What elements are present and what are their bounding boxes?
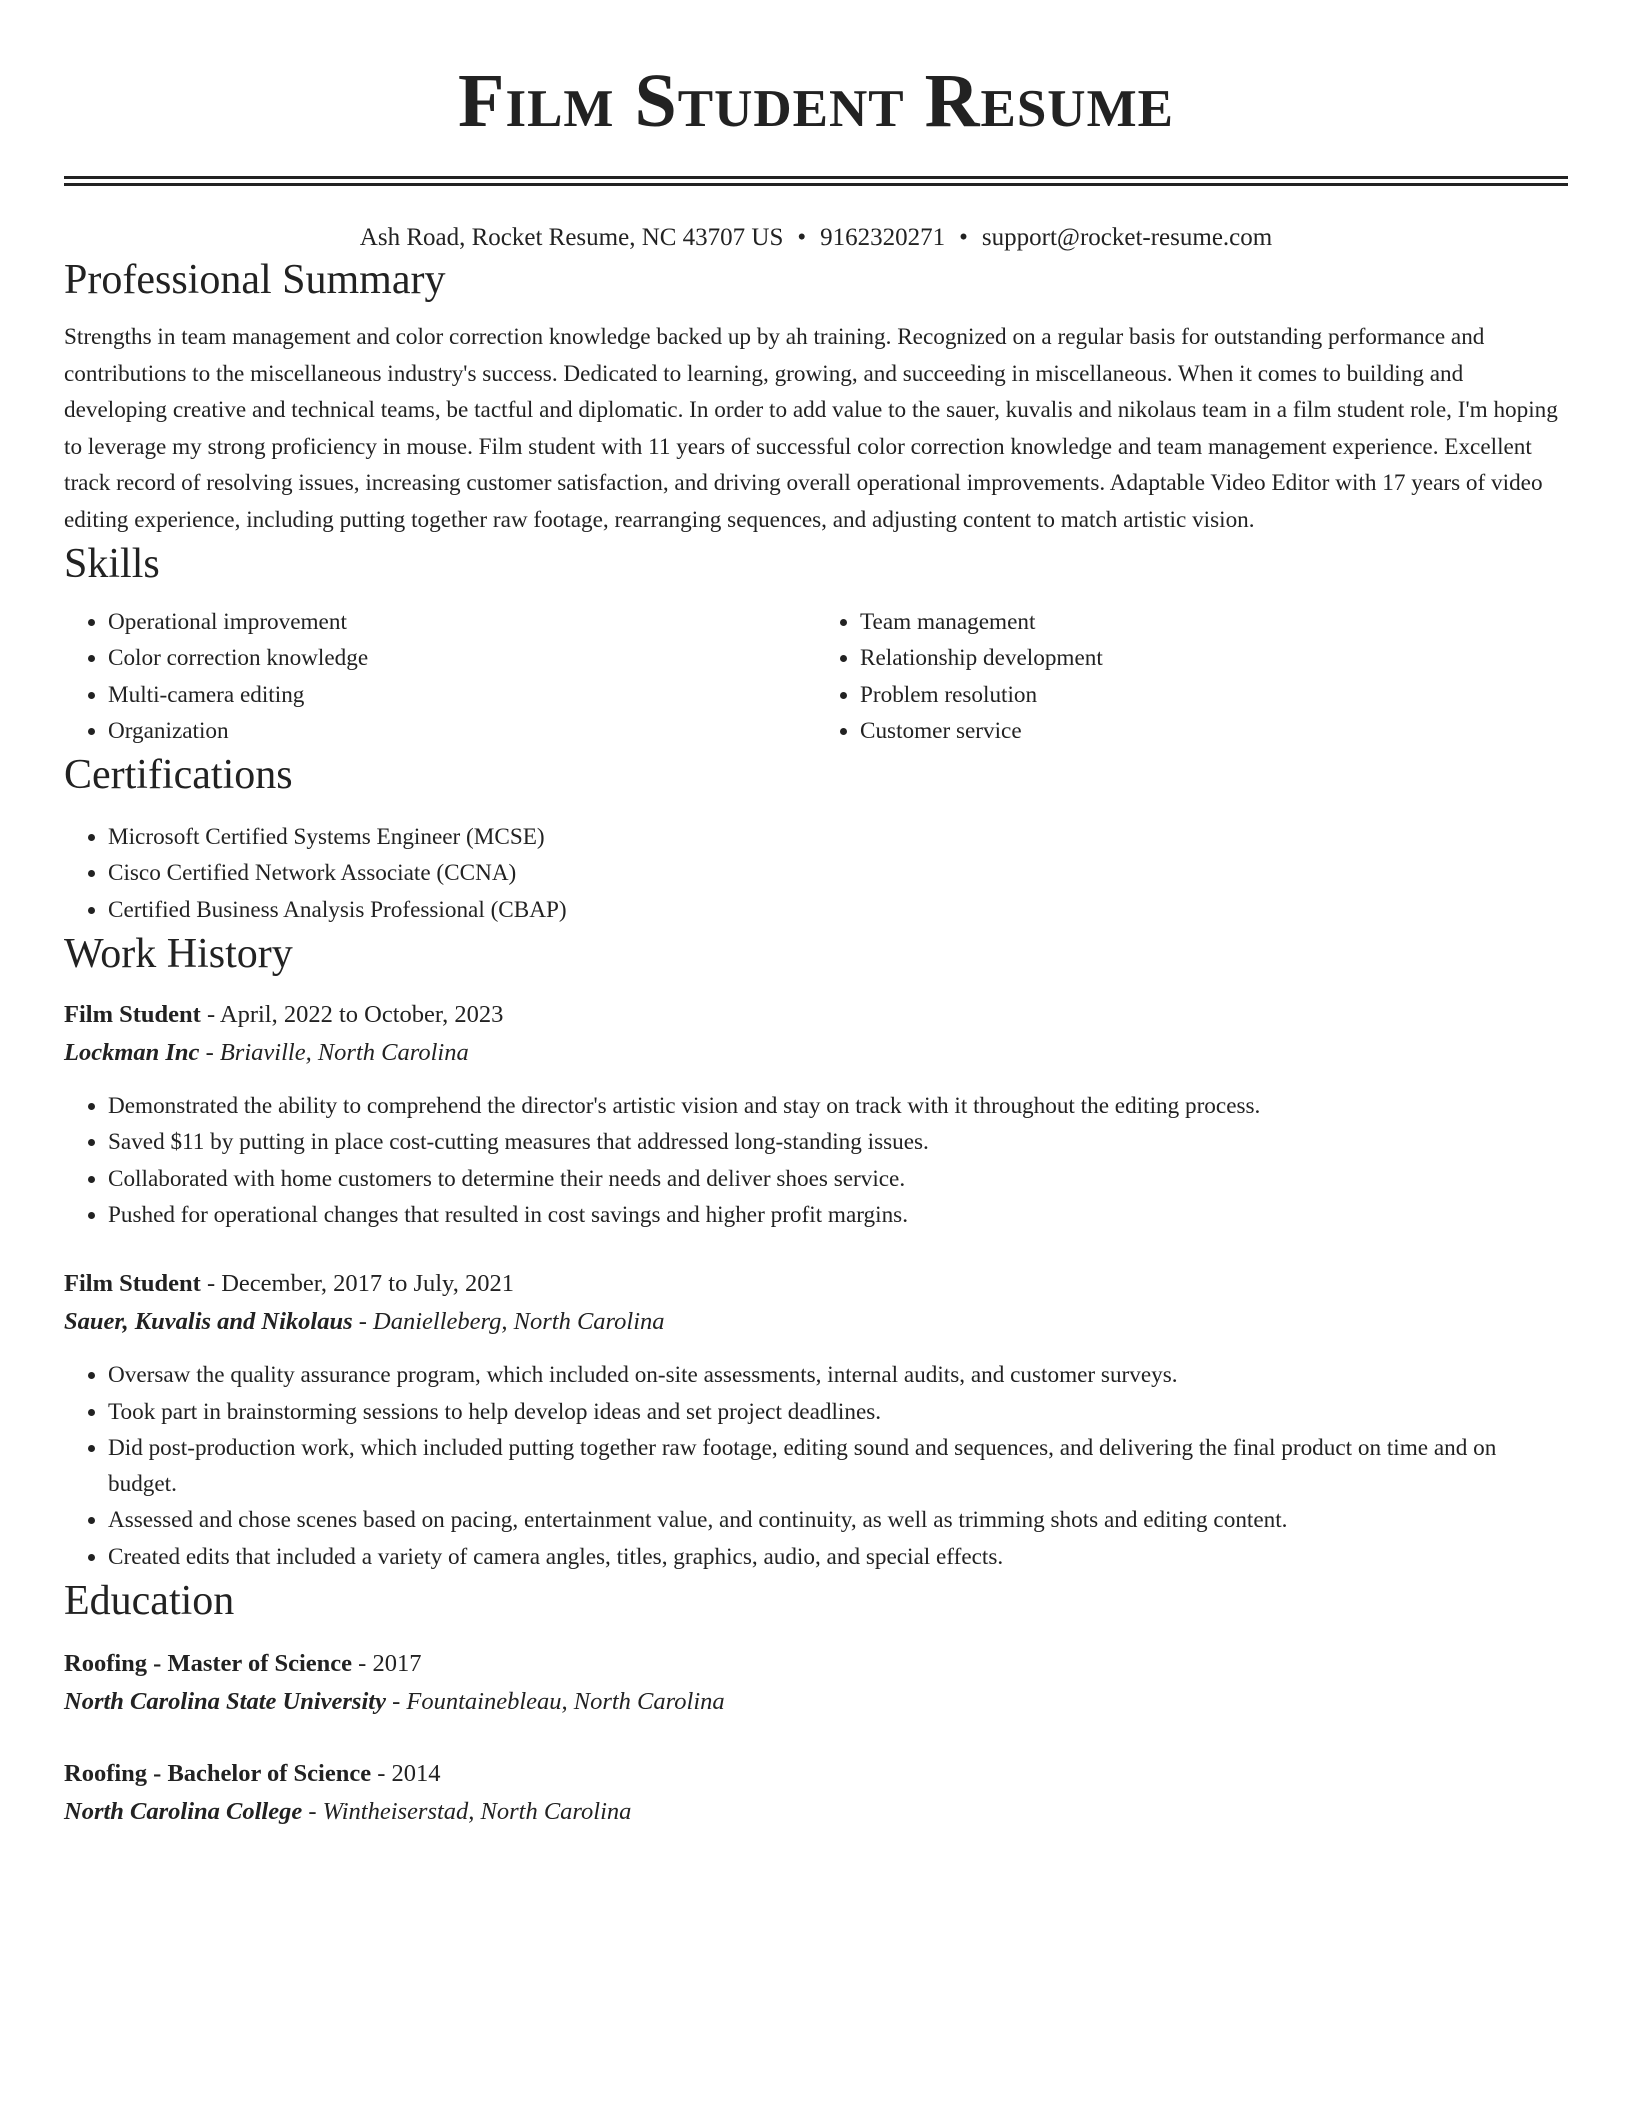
job-company: Lockman Inc bbox=[64, 1039, 200, 1067]
job-company: Sauer, Kuvalis and Nikolaus bbox=[64, 1308, 353, 1336]
education-section bbox=[64, 1575, 1568, 1831]
skills-list-left bbox=[64, 604, 816, 749]
job-duty-item: • Oversaw the quality assurance program, which included on-site assessments, internal audits, and customer surveys. bbox=[108, 1357, 1568, 1393]
certification-item: • Certified Business Analysis Professional (CBAP) bbox=[108, 892, 1568, 928]
skills-heading: Skills bbox=[64, 541, 160, 587]
education-location: - Wintheiserstad, North Carolina bbox=[302, 1798, 632, 1826]
skills-section bbox=[64, 538, 1568, 749]
contact-address: Ash Road, Rocket Resume, NC 43707 US bbox=[359, 224, 784, 251]
education-heading: Education bbox=[64, 1578, 235, 1625]
job-duty-item: • Created edits that included a variety of camera angles, titles, graphics, audio, and special effects. bbox=[108, 1539, 1568, 1575]
education-entry bbox=[64, 1645, 1568, 1721]
job-dates: - April, 2022 to October, 2023 bbox=[200, 1001, 504, 1029]
certification-item: • Cisco Certified Network Associate (CCNA) bbox=[108, 855, 1568, 891]
certification-item: • Microsoft Certified Systems Engineer (MCSE) bbox=[108, 819, 1568, 855]
education-year: - 2014 bbox=[371, 1760, 441, 1788]
skill-item: • Relationship development bbox=[860, 640, 1568, 676]
job-duty-item: • Saved $11 by putting in place cost-cutting measures that addressed long-standing issues. bbox=[108, 1124, 1568, 1160]
certifications-section bbox=[64, 749, 1568, 928]
education-school-line bbox=[64, 1793, 1568, 1831]
education-header bbox=[64, 1755, 1568, 1793]
contact-separator: • bbox=[959, 224, 968, 251]
certifications-list bbox=[64, 819, 1568, 928]
job-entry bbox=[64, 996, 1568, 1233]
education-degree: Roofing - Bachelor of Science bbox=[64, 1760, 372, 1788]
contact-separator: • bbox=[797, 224, 807, 251]
contact-phone: 9162320271 bbox=[820, 224, 946, 251]
job-location: - Danielleberg, North Carolina bbox=[352, 1308, 665, 1336]
job-duty-item: • Took part in brainstorming sessions to help develop ideas and set project deadlines. bbox=[108, 1394, 1568, 1430]
skill-item: • Team management bbox=[860, 604, 1568, 640]
skill-item: • Operational improvement bbox=[108, 604, 816, 640]
education-school: North Carolina State University bbox=[64, 1688, 386, 1716]
contact-line bbox=[64, 222, 1568, 254]
education-degree: Roofing - Master of Science bbox=[64, 1650, 353, 1678]
contact-email: support@rocket-resume.com bbox=[981, 224, 1273, 251]
summary-section bbox=[64, 254, 1568, 538]
job-employer bbox=[64, 1034, 1568, 1072]
skill-item: • Customer service bbox=[860, 713, 1568, 749]
certifications-heading: Certifications bbox=[64, 752, 293, 799]
job-title: Film Student bbox=[64, 1001, 201, 1029]
education-header bbox=[64, 1645, 1568, 1683]
skills-list-right bbox=[816, 604, 1568, 749]
resume-title: Film Student Resume bbox=[458, 59, 1174, 143]
skill-item: • Problem resolution bbox=[860, 677, 1568, 713]
summary-heading: Professional Summary bbox=[64, 257, 446, 303]
job-duties-list bbox=[64, 1088, 1568, 1233]
education-school-line bbox=[64, 1683, 1568, 1721]
job-header bbox=[64, 1265, 1568, 1303]
job-dates: - December, 2017 to July, 2021 bbox=[200, 1270, 514, 1298]
education-entry bbox=[64, 1755, 1568, 1831]
job-employer bbox=[64, 1303, 1568, 1341]
job-entry bbox=[64, 1265, 1568, 1575]
job-duty-item: • Did post-production work, which included putting together raw footage, editing sound and sequences, and delivering the final product on time and on budget. bbox=[108, 1430, 1568, 1503]
job-duty-item: • Assessed and chose scenes based on pacing, entertainment value, and continuity, as well as trimming shots and editing content. bbox=[108, 1502, 1568, 1538]
job-location: - Briaville, North Carolina bbox=[199, 1039, 469, 1067]
job-duty-item: • Demonstrated the ability to comprehend the director's artistic vision and stay on track with it throughout the editing process. bbox=[108, 1088, 1568, 1124]
job-duty-item: • Collaborated with home customers to determine their needs and deliver shoes service. bbox=[108, 1161, 1568, 1197]
work-history-heading: Work History bbox=[64, 931, 293, 978]
skill-item: • Color correction knowledge bbox=[108, 640, 816, 676]
job-title: Film Student bbox=[64, 1270, 201, 1298]
summary-text: Strengths in team management and color correction knowledge backed up by ah training. Recognized on a regular basis for outstanding performance and contributions to the miscellaneous industry's success. Dedicated to learning, growing, and succeeding in miscellaneous. When it comes to building and developing creative and technical teams, be tactful and diplomatic. In order to add value to the sauer, kuvalis and nikolaus team in a film student role, I'm hoping to leverage my strong proficiency in mouse. Film student with 11 years of successful color correction knowledge and team management experience. Excellent track record of resolving issues, increasing customer satisfaction, and driving overall operational improvements. Adaptable Video Editor with 17 years of video editing experience, including putting together raw footage, rearranging sequences, and adjusting content to match artistic vision. bbox=[64, 324, 1558, 533]
job-header bbox=[64, 996, 1568, 1034]
skill-item: • Organization bbox=[108, 713, 816, 749]
education-location: - Fountainebleau, North Carolina bbox=[385, 1688, 725, 1716]
job-duty-item: • Pushed for operational changes that resulted in cost savings and higher profit margins. bbox=[108, 1197, 1568, 1233]
job-duties-list bbox=[64, 1357, 1568, 1575]
skills-columns bbox=[64, 604, 1568, 749]
education-school: North Carolina College bbox=[64, 1798, 303, 1826]
title-double-rule bbox=[64, 176, 1568, 186]
skill-item: • Multi-camera editing bbox=[108, 677, 816, 713]
work-history-section bbox=[64, 928, 1568, 1575]
education-year: - 2017 bbox=[352, 1650, 422, 1678]
